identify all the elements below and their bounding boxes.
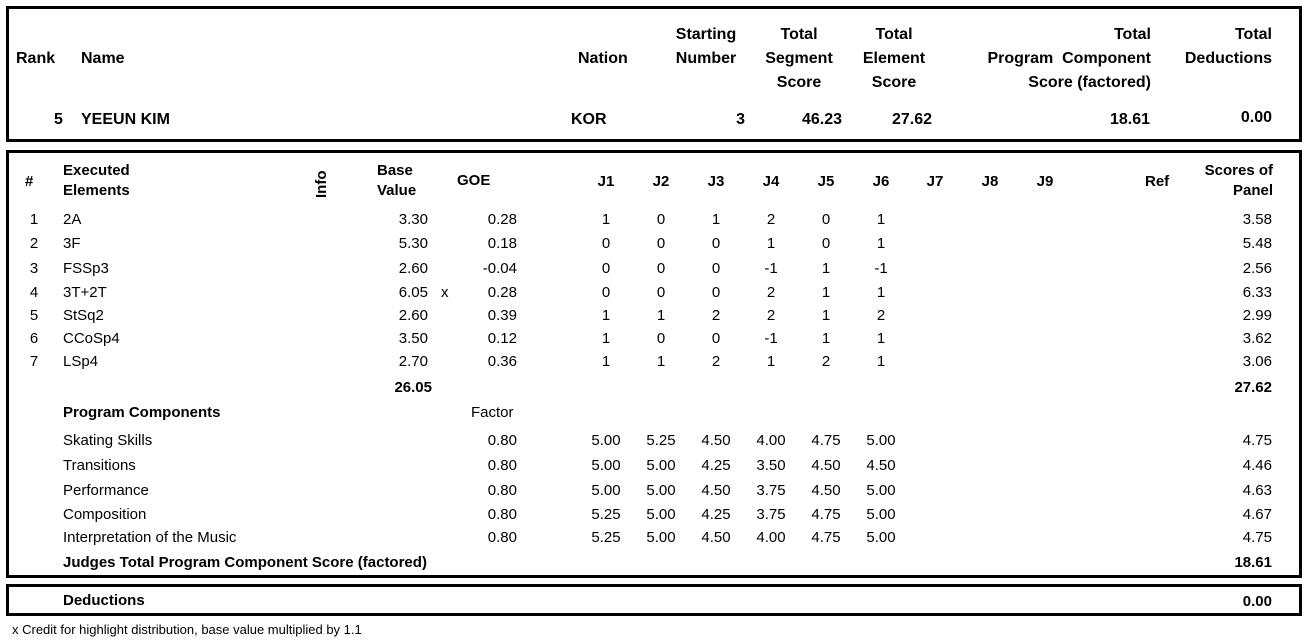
skater-nation: KOR [571,111,607,128]
component-judge-2-score: 5.25 [646,432,676,449]
component-name: Interpretation of the Music [63,529,237,546]
program-components-title: Program Components [63,404,221,421]
element-name: 3T+2T [63,284,107,301]
component-factor: 0.80 [487,482,517,499]
header-total-deductions: Total Deductions [1184,26,1272,67]
element-base-value: 6.05 [398,284,428,301]
component-judge-6-score: 4.50 [866,457,896,474]
element-judge-5-score: 1 [821,330,831,347]
component-judge-5-score: 4.75 [811,506,841,523]
element-judge-1-score: 0 [601,260,611,277]
component-judge-1-score: 5.00 [591,432,621,449]
element-number: 6 [29,330,39,347]
element-goe: 0.18 [487,235,517,252]
skater-rank: 5 [54,111,63,128]
col-info-header: Info [313,170,330,198]
header-total-element-score: Total Element Score [862,26,926,91]
element-name: LSp4 [63,353,99,370]
component-panel-score: 4.63 [1242,482,1272,499]
component-name: Composition [63,506,147,523]
element-judge-4-score: 2 [766,284,776,301]
element-panel-score: 3.06 [1242,353,1272,370]
element-goe: -0.04 [482,260,517,277]
element-judge-2-score: 0 [656,211,666,228]
component-judge-1-score: 5.25 [591,529,621,546]
element-number: 7 [29,353,39,370]
element-goe: 0.28 [487,284,517,301]
element-judge-5-score: 2 [821,353,831,370]
element-number: 2 [29,235,39,252]
skater-start-number: 3 [736,111,745,128]
element-panel-score: 2.99 [1242,307,1272,324]
deductions-label: Deductions [63,592,145,609]
element-judge-2-score: 0 [656,330,666,347]
element-judge-5-score: 1 [821,284,831,301]
component-judge-4-score: 3.75 [756,482,786,499]
element-judge-5-score: 0 [821,211,831,228]
component-judge-6-score: 5.00 [866,506,896,523]
element-number: 5 [29,307,39,324]
component-judge-5-score: 4.75 [811,432,841,449]
element-judge-4-score: 2 [766,211,776,228]
element-judge-3-score: 0 [711,330,721,347]
skater-pcs: 18.61 [1109,111,1150,128]
element-judge-1-score: 1 [601,353,611,370]
factor-header: Factor [471,404,514,421]
panel-elements-total: 27.62 [1234,379,1272,396]
component-judge-3-score: 4.25 [701,506,731,523]
component-name: Transitions [63,457,136,474]
element-judge-6-score: 1 [876,284,886,301]
col-judge-3-header: J3 [707,173,725,190]
skater-deductions: 0.00 [1240,109,1272,126]
component-judge-4-score: 4.00 [756,432,786,449]
col-judge-8-header: J8 [981,173,999,190]
element-judge-6-score: 1 [876,330,886,347]
component-name: Skating Skills [63,432,153,449]
element-judge-2-score: 0 [656,235,666,252]
element-judge-2-score: 0 [656,284,666,301]
element-judge-4-score: -1 [764,260,778,277]
element-judge-5-score: 1 [821,307,831,324]
component-judge-3-score: 4.50 [701,529,731,546]
element-judge-3-score: 0 [711,235,721,252]
element-panel-score: 6.33 [1242,284,1272,301]
component-judge-3-score: 4.50 [701,482,731,499]
pcs-total-label: Judges Total Program Component Score (factored) [63,554,427,571]
skater-tes: 27.62 [891,111,932,128]
component-judge-2-score: 5.00 [646,457,676,474]
component-judge-4-score: 4.00 [756,529,786,546]
col-judge-5-header: J5 [817,173,835,190]
element-judge-1-score: 1 [601,211,611,228]
element-base-value: 3.30 [398,211,428,228]
component-panel-score: 4.46 [1242,457,1272,474]
component-judge-1-score: 5.25 [591,506,621,523]
element-judge-1-score: 0 [601,235,611,252]
component-factor: 0.80 [487,506,517,523]
element-judge-5-score: 0 [821,235,831,252]
element-judge-6-score: 1 [876,211,886,228]
element-goe: 0.36 [487,353,517,370]
component-panel-score: 4.75 [1242,432,1272,449]
element-base-value: 2.60 [398,307,428,324]
element-panel-score: 5.48 [1242,235,1272,252]
element-judge-3-score: 2 [711,307,721,324]
element-judge-1-score: 1 [601,307,611,324]
component-judge-1-score: 5.00 [591,482,621,499]
element-goe: 0.28 [487,211,517,228]
element-judge-2-score: 0 [656,260,666,277]
element-judge-3-score: 2 [711,353,721,370]
element-panel-score: 3.62 [1242,330,1272,347]
element-judge-6-score: 1 [876,353,886,370]
component-judge-2-score: 5.00 [646,506,676,523]
component-judge-5-score: 4.50 [811,457,841,474]
header-total-pcs: Total Program Component Score (factored) [987,26,1151,91]
col-executed-elements-header: Executed Elements [63,162,130,199]
deductions-value: 0.00 [1242,593,1272,610]
element-panel-score: 2.56 [1242,260,1272,277]
col-judge-4-header: J4 [762,173,780,190]
element-judge-5-score: 1 [821,260,831,277]
component-judge-6-score: 5.00 [866,482,896,499]
component-factor: 0.80 [487,529,517,546]
col-judge-1-header: J1 [597,173,615,190]
base-value-total: 26.05 [394,379,432,396]
col-judge-6-header: J6 [872,173,890,190]
element-base-value: 2.60 [398,260,428,277]
component-panel-score: 4.75 [1242,529,1272,546]
pcs-total-value: 18.61 [1234,554,1272,571]
element-number: 3 [29,260,39,277]
skater-name: YEEUN KIM [81,111,170,128]
element-name: FSSp3 [63,260,109,277]
element-base-value: 2.70 [398,353,428,370]
element-name: 2A [63,211,82,228]
element-judge-4-score: -1 [764,330,778,347]
element-base-value: 3.50 [398,330,428,347]
element-judge-3-score: 0 [711,284,721,301]
header-starting-number: Starting Number [675,26,737,67]
component-judge-3-score: 4.25 [701,457,731,474]
element-name: StSq2 [63,307,104,324]
element-judge-4-score: 1 [766,353,776,370]
component-judge-2-score: 5.00 [646,482,676,499]
col-scores-of-panel-header: Scores of Panel [1204,162,1273,199]
element-base-value: 5.30 [398,235,428,252]
element-number: 1 [29,211,39,228]
component-judge-6-score: 5.00 [866,432,896,449]
component-name: Performance [63,482,149,499]
element-info: x [441,284,449,301]
col-goe-header: GOE [457,172,491,189]
element-judge-1-score: 1 [601,330,611,347]
element-judge-6-score: 2 [876,307,886,324]
element-judge-6-score: -1 [874,260,888,277]
element-judge-3-score: 1 [711,211,721,228]
element-judge-1-score: 0 [601,284,611,301]
element-judge-3-score: 0 [711,260,721,277]
component-judge-3-score: 4.50 [701,432,731,449]
component-judge-6-score: 5.00 [866,529,896,546]
component-factor: 0.80 [487,457,517,474]
footnote: x Credit for highlight distribution, base value multiplied by 1.1 [12,622,362,637]
element-goe: 0.39 [487,307,517,324]
element-number: 4 [29,284,39,301]
element-judge-4-score: 2 [766,307,776,324]
component-judge-4-score: 3.50 [756,457,786,474]
header-nation: Nation [578,50,628,67]
element-name: 3F [63,235,81,252]
header-total-segment-score: Total Segment Score [765,26,833,91]
component-panel-score: 4.67 [1242,506,1272,523]
component-judge-5-score: 4.75 [811,529,841,546]
col-judge-7-header: J7 [926,173,944,190]
component-judge-1-score: 5.00 [591,457,621,474]
col-judge-2-header: J2 [652,173,670,190]
header-rank: Rank [16,50,56,67]
skater-tss: 46.23 [801,111,842,128]
col-number-header: # [25,173,34,190]
element-panel-score: 3.58 [1242,211,1272,228]
element-goe: 0.12 [487,330,517,347]
component-factor: 0.80 [487,432,517,449]
element-judge-2-score: 1 [656,353,666,370]
header-name: Name [81,50,125,67]
component-judge-4-score: 3.75 [756,506,786,523]
element-name: CCoSp4 [63,330,120,347]
element-judge-6-score: 1 [876,235,886,252]
element-judge-2-score: 1 [656,307,666,324]
component-judge-5-score: 4.50 [811,482,841,499]
element-judge-4-score: 1 [766,235,776,252]
component-judge-2-score: 5.00 [646,529,676,546]
col-base-value-header: Base Value [377,162,417,199]
deductions-box [6,584,1302,616]
col-judge-9-header: J9 [1036,173,1054,190]
col-ref-header: Ref [1145,173,1170,190]
